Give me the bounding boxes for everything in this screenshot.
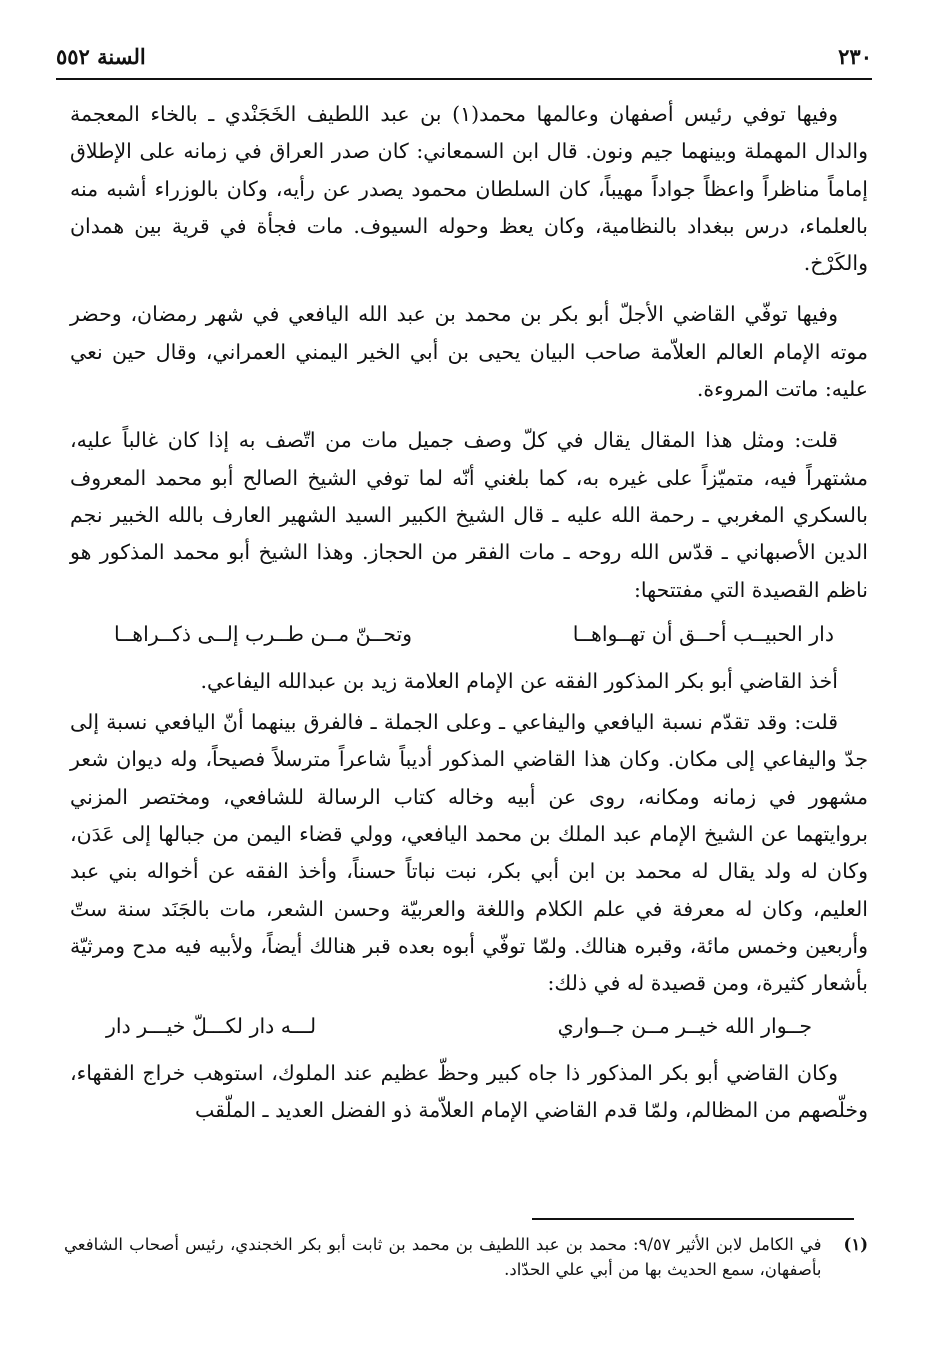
verse-2-first-hemistich: جــوار الله خيــر مــن جــواري <box>557 1013 812 1038</box>
footnote-number: (١) <box>843 1235 868 1254</box>
header-rule <box>56 78 872 80</box>
verse-line-1 <box>70 615 868 653</box>
paragraph-after-verse: أخذ القاضي أبو بكر المذكور الفقه عن الإمام العلامة زيد بن عبدالله اليفاعي. <box>200 668 838 693</box>
year-label: السنة ٥٥٢ <box>56 43 146 69</box>
main-text <box>70 96 868 1143</box>
page-number: ٢٣٠ <box>838 43 872 69</box>
verse-2-second-hemistich: لـــه دار لكـــلّ خيـــر دار <box>106 1013 317 1038</box>
footnote-text: في الكامل لابن الأثير ٩/٥٧: محمد بن عبد اللطيف بن محمد بن ثابت أبو بكر الخجندي، رئيس أصحاب الشافعي بأصفهان، سمع الحديث بها من أبي علي الحدّاد. <box>64 1235 822 1279</box>
paragraph-last: وكان القاضي أبو بكر المذكور ذا جاه كبير وحظّ عظيم عند الملوك، استوهب خراج الفقهاء، وخلّصهم من المظالم، ولمّا قدم القاضي الإمام العلاّمة ذو الفضل العديد ـ الملّقب <box>70 1060 868 1122</box>
verse-line-2 <box>70 1007 868 1045</box>
verse-1-second-hemistich: وتحــنّ مــن طــرب إلــى ذكــراهــا <box>114 621 413 646</box>
paragraph-khujandi: وفيها توفي رئيس أصفهان وعالمها محمد(١) بن عبد اللطيف الخَجَنْدي ـ بالخاء المعجمة والدال المهملة وبينهما جيم ونون. قال ابن السمعاني: كان صدر العراق في زمانه على الإطلاق إماماً مناظراً واعظاً جواداً مهيباً، كان السلطان محمود يصدر عن رأيه، وكان بالوزراء أشبه منه بالعلماء، درس ببغداد بالنظامية، وكان يعظ وحوله السيوف. مات فجأة في قرية بين همدان والكَرْخ. <box>70 102 868 276</box>
verse-1-first-hemistich: دار الحبيــب أحــق أن تهــواهــا <box>572 621 834 646</box>
footnotes <box>64 1232 868 1282</box>
paragraph-qult-1: قلت: ومثل هذا المقال يقال في كلّ وصف جميل مات من اتّصف به إذا كان غالباً عليه، مشتهراً فيه، متميّزاً على غيره به، كما بلغني أنّه لما توفي الشيخ الصالح أبو محمد المعروف بالسكري المغربي ـ رحمة الله عليه ـ قال الشيخ الكبير السيد الشهير العارف بالله الخبير نجم الدين الأصبهاني ـ قدّس الله روحه ـ مات الفقر من الحجاز. وهذا الشيخ أبو محمد المذكور هو ناظم القصيدة التي مفتتحها: <box>70 428 868 602</box>
page-header <box>56 36 872 76</box>
footnote-rule <box>532 1218 854 1220</box>
paragraph-yafi-death: وفيها توفّي القاضي الأجلّ أبو بكر بن محمد بن عبد الله اليافعي في شهر رمضان، وحضر موته الإمام العالم العلاّمة صاحب البيان يحيى بن أبي الخير اليمني العمراني، وقال حين نعي عليه: ماتت المروءة. <box>70 302 868 402</box>
paragraph-qult-2: قلت: وقد تقدّم نسبة اليافعي واليفاعي ـ وعلى الجملة ـ فالفرق بينهما أنّ اليافعي نسبة إلى جدّ واليفاعي إلى مكان. وكان هذا القاضي المذكور أديباً شاعراً مترسلاً فصيحاً، وله ديوان شعر مشهور في زمانه ومكانه، روى عن أبيه وخاله كتاب الرسالة للشافعي، ومختصر المزني بروايتهما عن الشيخ الإمام عبد الملك بن محمد اليافعي، وولي قضاء اليمن من جبالها إلى عَدَن، وكان له ولد يقال له محمد بن ابن أبي بكر، نبت نباتاً حسناً، وأخذ الفقه عن أخواله بني عبد العليم، وكان له معرفة في علم الكلام واللغة والعربيّة وحسن الشعر، مات بالجَنَد سنة ستّ وأربعين وخمس مائة، وقبره هنالك. ولمّا توفّي أبوه بعده قبر هنالك أيضاً، ولأبيه فيه مدح ومرثيّة بأشعار كثيرة، ومن قصيدة له في ذلك: <box>70 710 868 996</box>
